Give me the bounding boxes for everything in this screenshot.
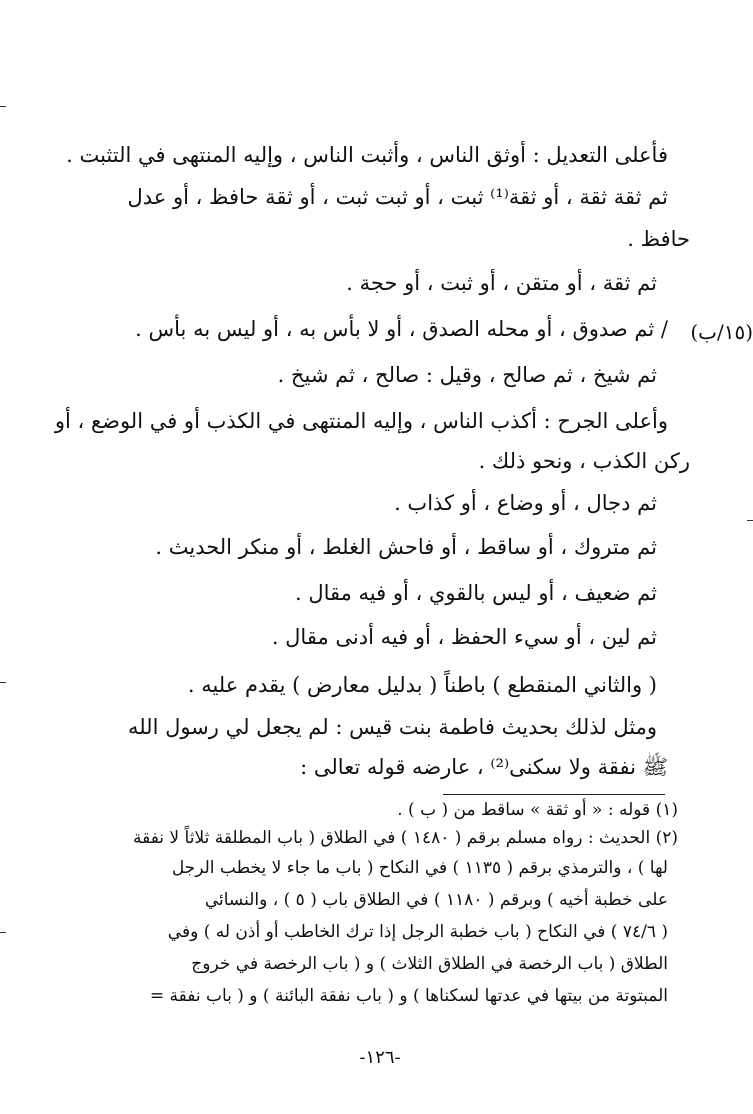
body-line: ثم شيخ ، ثم صالح ، وقيل : صالح ، ثم شيخ . [277,363,657,387]
margin-folio-reference: (١٥/ب) [690,320,753,344]
body-line: وأعلى الجرح : أكذب الناس ، وإليه المنتهى في الكذب أو في الوضع ، أو [54,409,668,433]
footnote-line: (٢) الحديث : رواه مسلم برقم ( ١٤٨٠ ) في الطلاق ( باب المطلقة ثلاثاً لا نفقة [132,828,678,848]
body-line: فأعلى التعديل : أوثق الناس ، وأثبت الناس ، وإليه المنتهى في التثبت . [66,143,668,167]
body-line: ﷺ نفقة ولا سكنى⁽²⁾ ، عارضه قوله تعالى : [300,755,668,779]
edge-mark [0,682,6,683]
body-line: ثم دجال ، أو وضاع ، أو كذاب . [394,491,657,515]
footnote-separator [443,794,665,795]
body-line: ركن الكذب ، ونحو ذلك . [478,449,690,473]
body-line: ( والثاني المنقطع ) باطناً ( بدليل معارض ) يقدم عليه . [187,673,657,697]
body-line: ثم لين ، أو سيء الحفظ ، أو فيه أدنى مقال . [271,625,657,649]
edge-mark [747,520,753,521]
edge-mark [0,932,6,933]
body-line: ثم متروك ، أو ساقط ، أو فاحش الغلط ، أو منكر الحديث . [155,535,657,559]
body-line: ومثل لذلك بحديث فاطمة بنت قيس : لم يجعل لي رسول الله [127,715,657,739]
edge-mark [0,106,6,107]
body-line: ثم ثقة ثقة ، أو ثقة⁽¹⁾ ثبت ، أو ثبت ثبت ، أو ثقة حافظ ، أو عدل [127,185,668,209]
page-number: -١٢٦- [359,1047,401,1068]
body-line: / ثم صدوق ، أو محله الصدق ، أو لا بأس به ، أو ليس به بأس . [135,317,668,341]
footnote-line: الطلاق ( باب الرخصة في الطلاق الثلاث ) و ( باب الرخصة في خروج [191,954,668,974]
body-line: ثم ضعيف ، أو ليس بالقوي ، أو فيه مقال . [294,581,657,605]
footnote-line: (١) قوله : « أو ثقة » ساقط من ( ب ) . [397,800,678,820]
footnote-line: ( ٧٤/٦ ) في النكاح ( باب خطبة الرجل إذا ترك الخاطب أو أذن له ) وفي [167,922,668,942]
footnote-line: لها ) ، والترمذي برقم ( ١١٣٥ ) في النكاح ( باب ما جاء لا يخطب الرجل [171,858,668,878]
footnote-line: المبتوتة من بيتها في عدتها لسكناها ) و ( باب نفقة البائنة ) و ( باب نفقة = [149,986,668,1006]
body-line: ثم ثقة ، أو متقن ، أو ثبت ، أو حجة . [346,271,657,295]
body-line: حافظ . [627,227,690,251]
footnote-line: على خطبة أخيه ) وبرقم ( ١١٨٠ ) في الطلاق باب ( ٥ ) ، والنسائي [204,890,668,910]
